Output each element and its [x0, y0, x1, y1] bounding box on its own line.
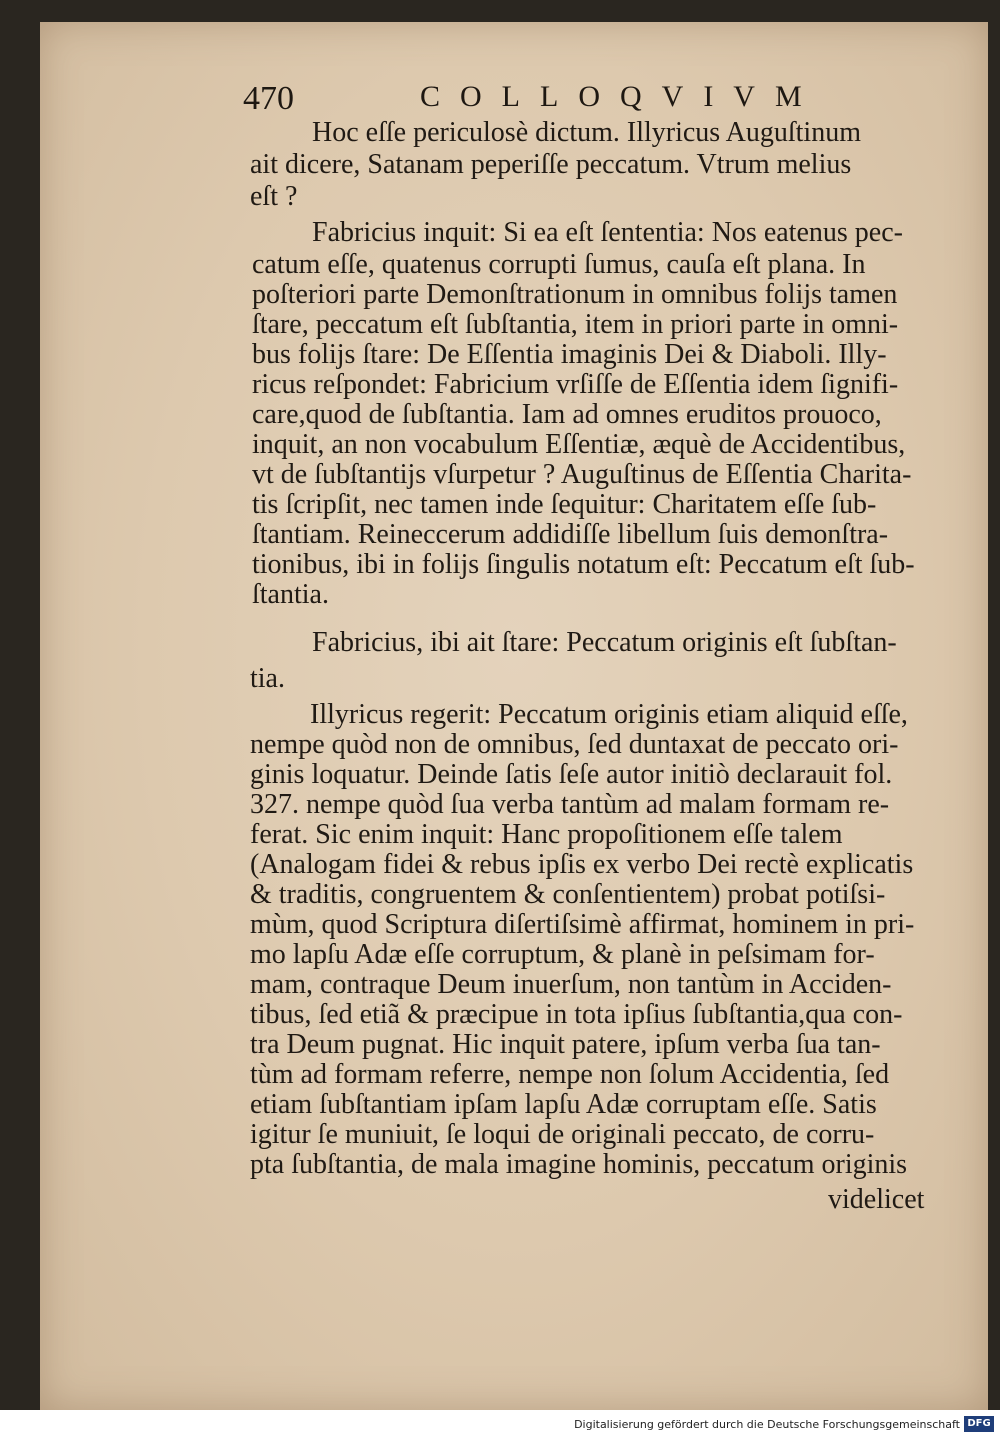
text-line: inquit, an non vocabulum Eſſentiæ, æquè de Accidentibus, — [252, 429, 906, 460]
text-line: Illyricus regerit: Peccatum originis etiam aliquid eſſe, — [310, 699, 908, 730]
text-line: tibus, ſed etiã & præcipue in tota ipſius ſubſtantia,qua con- — [250, 999, 903, 1030]
text-line: (Analogam fidei & rebus ipſis ex verbo Dei rectè explicatis — [250, 849, 914, 880]
text-line: ferat. Sic enim inquit: Hanc propoſitionem eſſe talem — [250, 819, 843, 850]
footer-credit: Digitalisierung gefördert durch die Deutsche Forschungsgemeinschaft — [574, 1418, 960, 1431]
text-line: tionibus, ibi in folijs ſingulis notatum eſt: Peccatum eſt ſub- — [252, 549, 915, 580]
text-line: mo lapſu Adæ eſſe corruptum, & planè in peſsimam for- — [250, 939, 875, 970]
text-line: etiam ſubſtantiam ipſam lapſu Adæ corruptam eſſe. Satis — [250, 1089, 877, 1120]
text-line: ſtare, peccatum eſt ſubſtantia, item in priori parte in omni- — [252, 309, 899, 340]
text-line: & traditis, congruentem & conſentientem) probat potiſsi- — [250, 879, 886, 910]
text-line: Fabricius, ibi ait ſtare: Peccatum originis eſt ſubſtan- — [312, 627, 897, 658]
footer-bar — [0, 1410, 1000, 1440]
dfg-logo-icon: DFG — [964, 1416, 994, 1432]
text-line: igitur ſe muniuit, ſe loqui de originali peccato, de corru- — [250, 1119, 875, 1150]
page-number: 470 — [243, 80, 294, 117]
text-line: nempe quòd non de omnibus, ſed duntaxat de peccato ori- — [250, 729, 899, 760]
text-line: mam, contraque Deum inuerſum, non tantùm in Acciden- — [250, 969, 892, 1000]
text-line: ginis loquatur. Deinde ſatis ſeſe autor initiò declarauit fol. — [250, 759, 893, 790]
text-line: 327. nempe quòd ſua verba tantùm ad malam formam re- — [250, 789, 890, 820]
text-line: Fabricius inquit: Si ea eſt ſententia: Nos eatenus pec- — [312, 217, 903, 248]
text-line: Hoc eſſe periculosè dictum. Illyricus Auguſtinum — [312, 117, 861, 148]
running-head: COLLOQVIVM — [420, 80, 822, 113]
text-line: ricus reſpondet: Fabricium vrſiſſe de Eſſentia idem ſignifi- — [252, 369, 899, 400]
text-line: vt de ſubſtantijs vſurpetur ? Auguſtinus de Eſſentia Charita- — [252, 459, 912, 490]
text-line: pta ſubſtantia, de mala imagine hominis, peccatum originis — [250, 1149, 908, 1180]
text-line: tis ſcripſit, nec tamen inde ſequitur: Charitatem eſſe ſub- — [252, 489, 877, 520]
text-line: ſtantiam. Reineccerum addidiſſe libellum ſuis demonſtra- — [252, 519, 889, 550]
text-line: tia. — [250, 663, 285, 694]
text-line: ſtantia. — [252, 579, 329, 610]
text-line: ait dicere, Satanam peperiſſe peccatum. Vtrum melius — [250, 149, 852, 180]
text-line: tra Deum pugnat. Hic inquit patere, ipſum verba ſua tan- — [250, 1029, 881, 1060]
text-line: tùm ad formam referre, nempe non ſolum Accidentia, ſed — [250, 1059, 890, 1090]
text-line: poſteriori parte Demonſtrationum in omnibus folijs tamen — [252, 279, 898, 310]
text-line: care,quod de ſubſtantia. Iam ad omnes eruditos prouoco, — [252, 399, 882, 430]
text-line: catum eſſe, quatenus corrupti ſumus, cauſa eſt plana. In — [252, 249, 866, 280]
text-line: bus folijs ſtare: De Eſſentia imaginis Dei & Diaboli. Illy- — [252, 339, 887, 370]
text-line: eſt ? — [250, 181, 298, 212]
text-line: mùm, quod Scriptura diſertiſsimè affirmat, hominem in pri- — [250, 909, 915, 940]
catchword: videlicet — [828, 1184, 925, 1215]
